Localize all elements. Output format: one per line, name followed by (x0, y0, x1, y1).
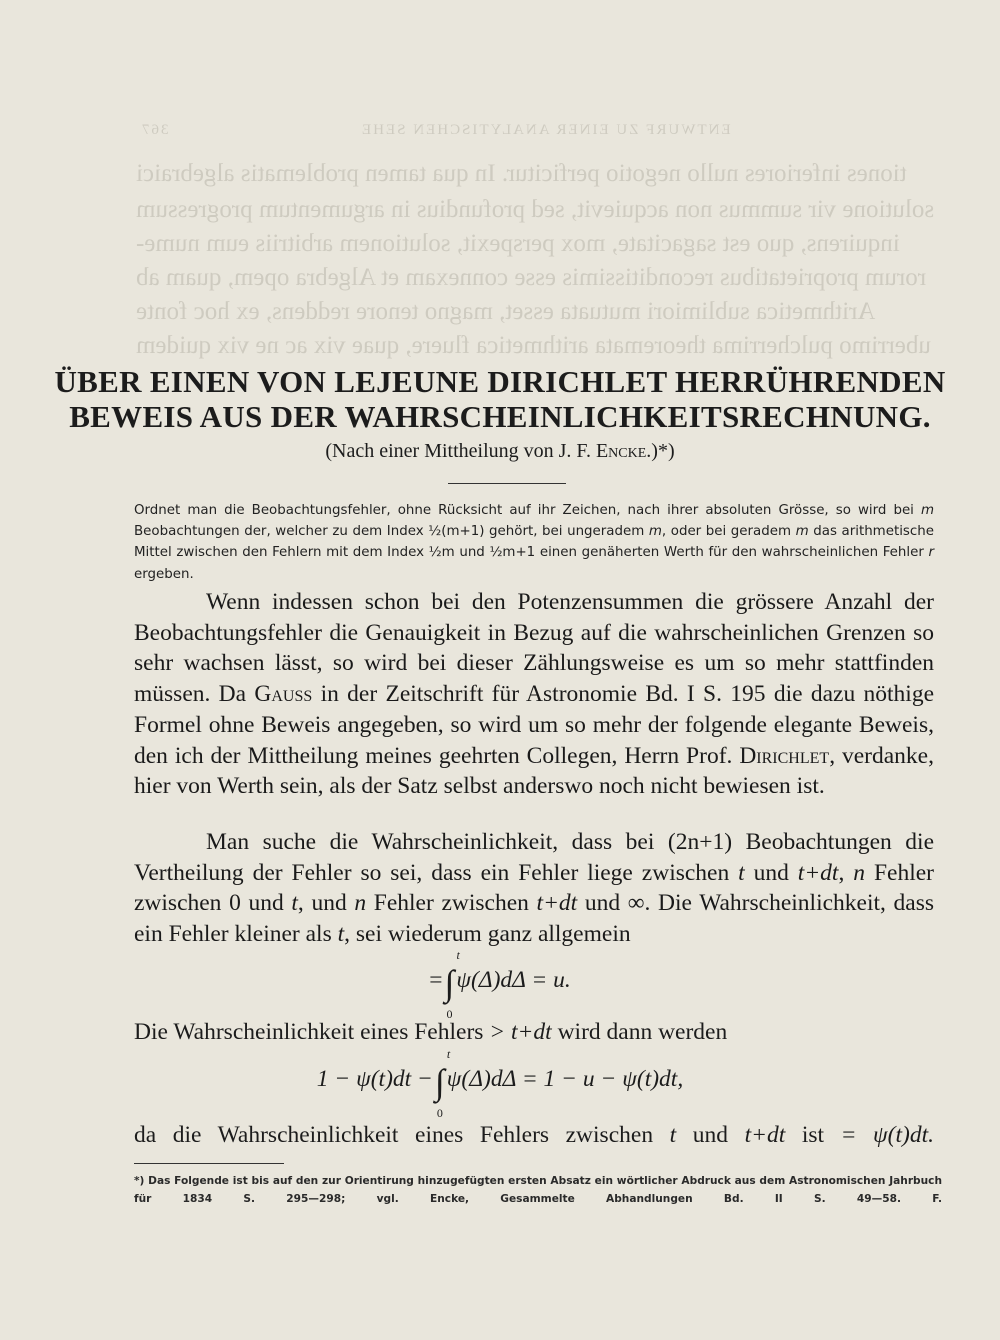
footnote: *) Das Folgende ist bis auf den zur Orientirung hinzugefügten ersten Absatz ein wörtlicher Abdruck aus dem Astronomischen Jahrbuch für 1834 S. 295—298; vgl. Encke, Gesammelte Abhandlungen Bd. II S. 49—58. F. (134, 1175, 942, 1205)
footnote-initial: F. (932, 1193, 942, 1205)
bleed-line: uberrimo pulcherrima theoremata arithmetica fluere, quae vix ac ne vix quidem (136, 332, 931, 359)
bleed-page-number: 367 (140, 122, 169, 138)
formula-complement: 1 − ψ(t)dt −∫ t 0 ψ(Δ)dΔ = 1 − u − ψ(t)dt, (316, 1047, 684, 1120)
bleed-line: tiones inferiores nullo negotio perficitur. In qua tamen problematis algebraici (136, 160, 907, 187)
bleed-line: Arithmetica sublimiori mutuata esset, magno tenore reddens, ex hoc fonte (136, 298, 876, 325)
body-paragraph-2: Man suche die Wahrscheinlichkeit, dass bei (2n+1) Beobachtungen die Vertheilung der Fehler so sei, dass ein Fehler liege zwischen t und t+dt, n Fehler zwischen 0 und t, und n Fehler zwischen t+dt und ∞. Die Wahrscheinlichkeit, dass ein Fehler kleiner als t, sei wiederum ganz allgemein (134, 829, 935, 948)
abstract: Ordnet man die Beobachtungsfehler, ohne Rücksicht auf ihr Zeichen, nach ihrer absoluten Grösse, so wird bei m Beobachtungen der, welcher zu dem Index ½(m+1) gehört, bei ungeradem m, oder bei geradem m das arithmetische Mittel zwischen den Fehlern mit dem Index ½m und ½m+1 einen genäherten Werth für den wahrscheinlichen Fehler r ergeben. (134, 503, 934, 582)
name-gauss: Gauss (254, 681, 313, 708)
article-title-line-1: ÜBER EINEN VON LEJEUNE DIRICHLET HERRÜHRENDEN (54, 364, 946, 399)
body-paragraph-1: Wenn indessen schon bei den Potenzensummen die grössere Anzahl der Beobachtungsfehler die Genauigkeit in Bezug auf die wahrscheinlichen Grenzen so sehr wachsen lässt, so wird bei dieser Zählungsweise es um so mehr stattfinden müssen. Da Gauss in der Zeitschrift für Astronomie Bd. I S. 195 die dazu nöthige Formel ohne Beweis angegeben, so wird um so mehr der folgende elegante Beweis, den ich der Mittheilung meines geehrten Collegen, Herrn Prof. Dirichlet, verdanke, hier von Werth sein, als der Satz selbst anderswo noch nicht bewiesen ist. (134, 589, 935, 800)
bleed-line: solutione vir summus non acquievit, sed profundius in argumentum progressum (136, 196, 935, 223)
title-divider (448, 483, 566, 484)
bleed-running-head: ENTWURF ZU EINER ANALYTISCHEN SEHE (360, 122, 731, 138)
text-line-prob-between: da die Wahrscheinlichkeit eines Fehlers zwischen t und t+dt ist = ψ(t)dt. (134, 1122, 934, 1148)
article-title-line-2: BEWEIS AUS DER WAHRSCHEINLICHKEITSRECHNUNG. (69, 399, 931, 434)
integral-sign: ∫ t 0 (444, 948, 460, 1021)
article-subtitle: (Nach einer Mittheilung von J. F. Encke.)*) (325, 440, 675, 462)
author-name: Encke (595, 440, 647, 462)
bleed-line: inquirens, quo est sagacitate, mox perspexit, solutionem arbitriis eum nume- (136, 230, 900, 257)
footnote-divider (134, 1163, 284, 1164)
integral-sign: ∫ t 0 (434, 1047, 451, 1120)
text-line-prob-greater: Die Wahrscheinlichkeit eines Fehlers > t+dt wird dann werden (134, 1019, 728, 1045)
name-dirichlet: Dirichlet (739, 742, 830, 769)
formula-integral-u: =∫ t 0 ψ(Δ)dΔ = u. (429, 948, 571, 1021)
bleed-line: rorum proprietatibus reconditissimis esse connexam et Algebra opem, quam ab (136, 264, 927, 291)
